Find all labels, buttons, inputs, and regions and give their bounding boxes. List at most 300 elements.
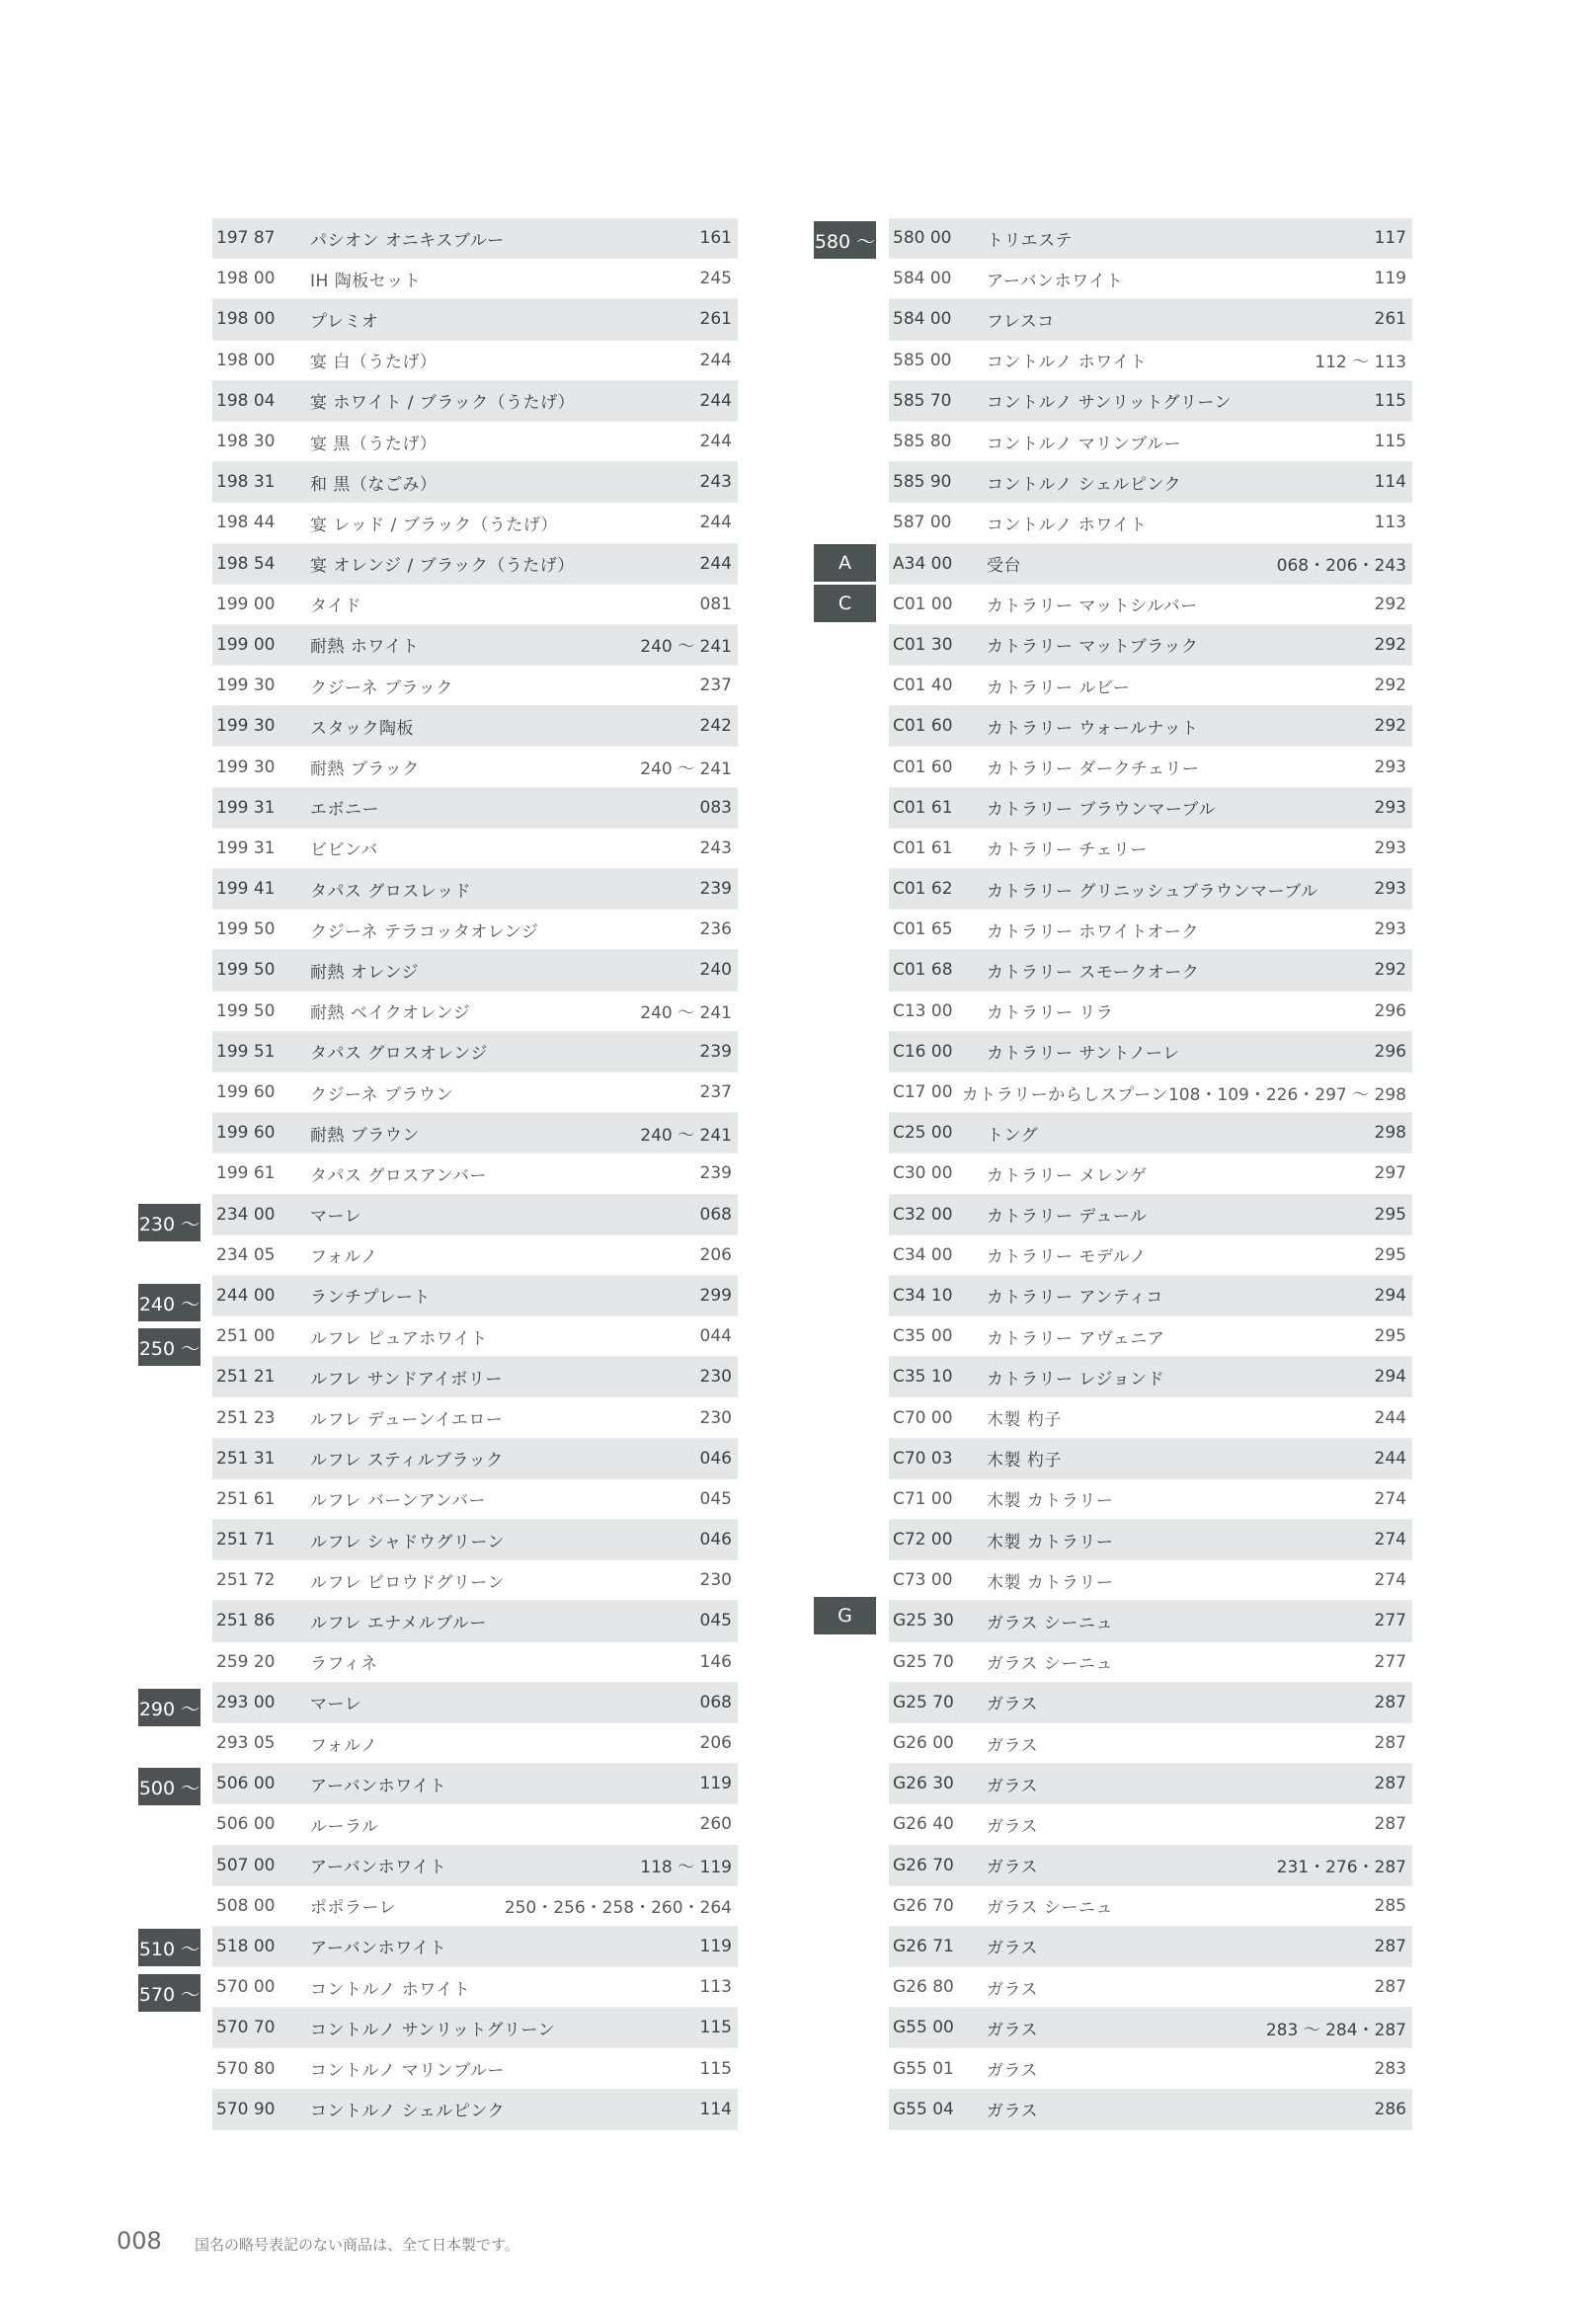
page-reference: 236: [699, 919, 732, 940]
page-reference: 277: [1374, 1611, 1406, 1631]
product-name: カトラリー マットシルバー: [987, 597, 1198, 617]
index-row: [212, 2008, 738, 2048]
page-reference: 299: [699, 1285, 732, 1306]
page-reference: 230: [699, 1367, 732, 1388]
index-row: [889, 666, 1412, 706]
index-row: [212, 1479, 738, 1520]
page-reference: 114: [699, 2099, 732, 2119]
product-code: C01 65: [893, 919, 953, 940]
product-code: C01 61: [893, 837, 953, 858]
page-reference: 237: [699, 1082, 732, 1103]
index-row: [889, 910, 1412, 950]
product-name: ルーラル: [310, 1816, 379, 1837]
product-code: C01 60: [893, 756, 953, 777]
index-column-left: [212, 218, 738, 2130]
product-code: 199 31: [216, 837, 276, 858]
index-row: [212, 1764, 738, 1804]
product-code: C72 00: [893, 1530, 953, 1551]
section-tab: 580 〜: [814, 221, 876, 259]
page-reference: 287: [1374, 1977, 1406, 1998]
index-row: [212, 1560, 738, 1601]
index-row: [889, 1764, 1412, 1804]
product-name: カトラリー モデルノ: [987, 1247, 1147, 1268]
page-reference: 260: [699, 1814, 732, 1835]
index-row: [889, 2090, 1412, 2130]
page-reference: 230: [699, 1570, 732, 1591]
product-code: C73 00: [893, 1570, 953, 1591]
index-row: [889, 1397, 1412, 1438]
product-code: 197 87: [216, 228, 276, 249]
product-name: ガラス: [987, 1979, 1038, 2000]
section-tab: 250 〜: [138, 1328, 200, 1366]
product-code: 199 51: [216, 1041, 276, 1062]
product-code: 198 04: [216, 390, 276, 411]
product-name: 木製 杓子: [987, 1410, 1062, 1431]
page-reference: 294: [1374, 1367, 1406, 1388]
product-code: 199 50: [216, 1000, 276, 1021]
product-code: 251 00: [216, 1326, 276, 1347]
product-name: ルフレ シャドウグリーン: [310, 1532, 506, 1552]
page-reference: 118 〜 119: [640, 1858, 732, 1878]
product-code: 199 30: [216, 756, 276, 777]
product-name: カトラリー リラ: [987, 1003, 1114, 1024]
product-name: 木製 カトラリー: [987, 1532, 1114, 1552]
product-code: C70 03: [893, 1448, 953, 1469]
page-reference: 297: [1374, 1163, 1406, 1184]
product-code: 293 00: [216, 1692, 276, 1712]
index-row: [212, 1032, 738, 1073]
index-row: [889, 1154, 1412, 1194]
product-code: 199 50: [216, 919, 276, 940]
product-name: タパス グロスアンバー: [310, 1165, 487, 1186]
product-name: カトラリー サントノーレ: [987, 1044, 1180, 1065]
product-name: 宴 オレンジ / ブラック（うたげ）: [310, 556, 575, 577]
product-code: C17 00: [893, 1082, 953, 1103]
index-row: [212, 910, 738, 950]
product-code: G26 40: [893, 1814, 954, 1835]
product-code: 518 00: [216, 1936, 276, 1956]
product-code: 198 00: [216, 350, 276, 370]
index-row: [212, 747, 738, 787]
page-reference: 117: [1374, 228, 1406, 249]
section-tab: A: [814, 544, 876, 582]
product-code: 199 31: [216, 797, 276, 818]
product-code: C34 10: [893, 1285, 953, 1306]
product-name: 耐熱 ベイクオレンジ: [310, 1003, 471, 1024]
index-row: [889, 950, 1412, 991]
index-row: [212, 869, 738, 910]
product-code: 251 71: [216, 1530, 276, 1551]
product-name: パシオン オニキスブルー: [310, 230, 505, 251]
product-name: マーレ: [310, 1695, 362, 1715]
product-name: 受台: [987, 556, 1021, 577]
index-row: [212, 992, 738, 1032]
page-reference: 287: [1374, 1814, 1406, 1835]
index-row: [212, 2090, 738, 2130]
index-row: [212, 666, 738, 706]
product-code: 570 70: [216, 2018, 276, 2038]
product-code: G26 70: [893, 1895, 954, 1916]
index-row: [889, 218, 1412, 259]
product-name: アーバンホワイト: [310, 1858, 447, 1878]
index-row: [889, 625, 1412, 666]
product-name: ガラス: [987, 1776, 1038, 1796]
index-row: [889, 381, 1412, 422]
product-code: C01 68: [893, 960, 953, 981]
page-reference: 274: [1374, 1530, 1406, 1551]
page-reference: 286: [1374, 2099, 1406, 2119]
page-reference: 115: [1374, 390, 1406, 411]
page-reference: 068: [699, 1204, 732, 1225]
page-reference: 293: [1374, 919, 1406, 940]
index-row: [212, 1397, 738, 1438]
page-reference: 083: [699, 797, 732, 818]
index-row: [212, 1154, 738, 1194]
product-code: G26 00: [893, 1733, 954, 1754]
index-row: [889, 1967, 1412, 2008]
product-name: コントルノ ホワイト: [310, 1979, 471, 2000]
index-row: [212, 1073, 738, 1113]
index-row: [889, 1642, 1412, 1683]
index-row: [212, 2048, 738, 2089]
page-reference: 293: [1374, 879, 1406, 900]
product-code: G26 71: [893, 1936, 954, 1956]
page-reference: 287: [1374, 1774, 1406, 1794]
product-code: 199 00: [216, 594, 276, 614]
index-row: [889, 299, 1412, 340]
index-row: [212, 1967, 738, 2008]
product-code: 570 80: [216, 2058, 276, 2079]
index-row: [889, 341, 1412, 381]
page-reference: 108・109・226・297 〜 298: [1167, 1084, 1406, 1105]
page-reference: 287: [1374, 1692, 1406, 1712]
product-name: カトラリー ウォールナット: [987, 718, 1199, 739]
index-row: [889, 1357, 1412, 1397]
product-name: コントルノ シェルピンク: [987, 474, 1182, 495]
product-name: プレミオ: [310, 311, 379, 332]
product-code: 585 00: [893, 350, 952, 370]
page-reference: 239: [699, 1041, 732, 1062]
product-name: アーバンホワイト: [987, 271, 1124, 291]
product-name: カトラリー レジョンド: [987, 1369, 1165, 1390]
page-reference: 243: [699, 837, 732, 858]
index-row: [212, 829, 738, 869]
product-name: カトラリー アヴェニア: [987, 1328, 1165, 1349]
product-name: ポポラーレ: [310, 1898, 397, 1919]
index-row: [889, 829, 1412, 869]
page-reference: 045: [699, 1488, 732, 1509]
product-code: 587 00: [893, 513, 952, 533]
product-code: 199 00: [216, 634, 276, 655]
product-code: 199 41: [216, 879, 276, 900]
product-code: C16 00: [893, 1041, 953, 1062]
product-name: ルフレ スティルブラック: [310, 1451, 504, 1472]
page-reference: 046: [699, 1448, 732, 1469]
product-name: ガラス: [987, 1816, 1038, 1837]
page-reference: 115: [699, 2018, 732, 2038]
product-code: C34 00: [893, 1244, 953, 1265]
product-name: ランチプレート: [310, 1288, 431, 1309]
index-row: [212, 706, 738, 747]
index-row: [212, 341, 738, 381]
index-row: [212, 422, 738, 462]
section-tab: 570 〜: [138, 1974, 200, 2012]
product-code: C01 62: [893, 879, 953, 900]
page-reference: 293: [1374, 837, 1406, 858]
index-row: [889, 1683, 1412, 1723]
product-code: 251 23: [216, 1407, 276, 1428]
product-code: 507 00: [216, 1855, 276, 1875]
product-name: ガラス: [987, 1939, 1038, 1959]
product-code: 584 00: [893, 269, 952, 289]
index-row: [212, 1723, 738, 1764]
page-reference: 295: [1374, 1326, 1406, 1347]
product-name: クジーネ テラコッタオレンジ: [310, 921, 539, 942]
page-reference: 274: [1374, 1488, 1406, 1509]
section-tab: 290 〜: [138, 1689, 200, 1726]
index-row: [889, 1520, 1412, 1560]
product-code: C01 00: [893, 594, 953, 614]
section-tab: 500 〜: [138, 1768, 200, 1805]
product-name: 木製 杓子: [987, 1451, 1062, 1472]
product-code: 580 00: [893, 228, 952, 249]
product-name: アーバンホワイト: [310, 1776, 447, 1796]
page-reference: 244: [699, 350, 732, 370]
page-reference: 244: [699, 553, 732, 574]
product-code: C35 00: [893, 1326, 953, 1347]
product-name: コントルノ ホワイト: [987, 515, 1148, 535]
product-name: タイド: [310, 597, 362, 617]
page-reference: 294: [1374, 1285, 1406, 1306]
product-name: ガラス: [987, 2102, 1038, 2122]
product-name: 宴 ホワイト / ブラック（うたげ）: [310, 393, 576, 414]
index-row: [889, 462, 1412, 503]
index-row: [212, 788, 738, 829]
page-reference: 044: [699, 1326, 732, 1347]
index-row: [889, 503, 1412, 543]
product-name: コントルノ サンリットグリーン: [310, 2020, 556, 2040]
product-name: ガラス: [987, 2061, 1038, 2082]
product-code: 198 00: [216, 309, 276, 330]
page-reference: 161: [699, 228, 732, 249]
page-reference: 113: [699, 1977, 732, 1998]
page-reference: 119: [1374, 269, 1406, 289]
index-row: [212, 544, 738, 585]
product-code: 199 61: [216, 1163, 276, 1184]
index-row: [889, 544, 1412, 585]
product-name: 耐熱 オレンジ: [310, 962, 420, 983]
product-code: C01 40: [893, 676, 953, 696]
page-reference: 240 〜 241: [640, 1125, 732, 1146]
product-code: G25 70: [893, 1651, 954, 1672]
product-name: コントルノ サンリットグリーン: [987, 393, 1233, 414]
product-code: 585 70: [893, 390, 952, 411]
product-name: カトラリー スモークオーク: [987, 962, 1200, 983]
index-row: [889, 1195, 1412, 1235]
product-name: 耐熱 ブラック: [310, 759, 420, 780]
section-tab: G: [814, 1597, 876, 1634]
index-row: [889, 869, 1412, 910]
index-row: [889, 1073, 1412, 1113]
product-name: カトラリー チェリー: [987, 840, 1148, 861]
product-name: ガラス: [987, 2020, 1038, 2040]
index-row: [212, 299, 738, 340]
product-code: 506 00: [216, 1774, 276, 1794]
page-reference: 068・206・243: [1276, 556, 1406, 577]
product-code: C35 10: [893, 1367, 953, 1388]
product-code: C01 30: [893, 634, 953, 655]
product-name: カトラリー ルビー: [987, 677, 1131, 698]
product-code: G26 30: [893, 1774, 954, 1794]
product-name: カトラリー アンティコ: [987, 1288, 1163, 1309]
page-reference: 296: [1374, 1041, 1406, 1062]
index-row: [889, 1927, 1412, 1967]
page-reference: 243: [699, 472, 732, 493]
index-row: [889, 585, 1412, 625]
index-row: [889, 1439, 1412, 1479]
product-name: スタック陶板: [310, 718, 414, 739]
product-code: A34 00: [893, 553, 953, 574]
page-reference: 237: [699, 676, 732, 696]
index-row: [212, 1601, 738, 1641]
product-code: 198 31: [216, 472, 276, 493]
index-row: [889, 1886, 1412, 1927]
product-name: フォルノ: [310, 1247, 378, 1268]
page-reference: 240 〜 241: [640, 1003, 732, 1024]
product-code: C01 61: [893, 797, 953, 818]
product-name: ガラス: [987, 1858, 1038, 1878]
index-row: [212, 1683, 738, 1723]
product-code: C71 00: [893, 1488, 953, 1509]
product-code: 508 00: [216, 1895, 276, 1916]
product-code: 506 00: [216, 1814, 276, 1835]
index-row: [889, 706, 1412, 747]
section-tab: 240 〜: [138, 1284, 200, 1321]
product-name: ガラス シーニュ: [987, 1898, 1113, 1919]
index-row: [889, 1723, 1412, 1764]
index-row: [212, 218, 738, 259]
product-name: トング: [987, 1125, 1039, 1146]
index-row: [212, 503, 738, 543]
index-row: [889, 422, 1412, 462]
page-reference: 261: [699, 309, 732, 330]
product-name: カトラリー デュール: [987, 1207, 1148, 1228]
page-reference: 292: [1374, 716, 1406, 737]
page-reference: 115: [1374, 432, 1406, 452]
product-code: 234 00: [216, 1204, 276, 1225]
product-name: ルフレ ビロウドグリーン: [310, 1572, 506, 1593]
product-name: カトラリー マットブラック: [987, 637, 1199, 658]
product-name: ラフィネ: [310, 1654, 378, 1675]
page-reference: 081: [699, 594, 732, 614]
product-code: 198 44: [216, 513, 276, 533]
index-row: [212, 259, 738, 299]
product-name: カトラリー ブラウンマーブル: [987, 800, 1216, 821]
product-code: 199 60: [216, 1123, 276, 1144]
product-name: コントルノ シェルピンク: [310, 2102, 506, 2122]
page-reference: 292: [1374, 634, 1406, 655]
page-reference: 244: [699, 513, 732, 533]
index-row: [889, 1276, 1412, 1316]
page-reference: 244: [1374, 1407, 1406, 1428]
product-name: カトラリー グリニッシュブラウンマーブル: [987, 881, 1318, 902]
product-code: 251 31: [216, 1448, 276, 1469]
page-reference: 240 〜 241: [640, 759, 732, 780]
page-reference: 231・276・287: [1276, 1858, 1406, 1878]
page-reference: 245: [699, 269, 732, 289]
product-code: 259 20: [216, 1651, 276, 1672]
product-code: G55 00: [893, 2018, 954, 2038]
product-name: コントルノ マリンブルー: [987, 434, 1182, 454]
page-number: 008: [117, 2227, 162, 2255]
product-name: ルフレ バーンアンバー: [310, 1491, 487, 1512]
page-reference: 250・256・258・260・264: [504, 1898, 732, 1919]
page-reference: 146: [699, 1651, 732, 1672]
product-code: G25 70: [893, 1692, 954, 1712]
product-name: トリエステ: [987, 230, 1073, 251]
product-code: C13 00: [893, 1000, 953, 1021]
product-name: コントルノ マリンブルー: [310, 2061, 506, 2082]
product-code: 198 30: [216, 432, 276, 452]
product-code: 199 30: [216, 716, 276, 737]
page-reference: 244: [699, 390, 732, 411]
product-code: 251 86: [216, 1611, 276, 1631]
page-reference: 285: [1374, 1895, 1406, 1916]
index-row: [212, 1886, 738, 1927]
product-name: ガラス: [987, 1735, 1038, 1756]
index-row: [212, 585, 738, 625]
page-reference: 244: [699, 432, 732, 452]
page-reference: 045: [699, 1611, 732, 1631]
page-reference: 115: [699, 2058, 732, 2079]
index-row: [889, 259, 1412, 299]
product-code: G25 30: [893, 1611, 954, 1631]
index-row: [212, 462, 738, 503]
product-name: アーバンホワイト: [310, 1939, 447, 1959]
product-name: 木製 カトラリー: [987, 1572, 1114, 1593]
product-name: 木製 カトラリー: [987, 1491, 1114, 1512]
page-reference: 244: [1374, 1448, 1406, 1469]
page-reference: 295: [1374, 1204, 1406, 1225]
index-row: [889, 788, 1412, 829]
index-row: [212, 1113, 738, 1154]
product-name: ルフレ サンドアイボリー: [310, 1369, 503, 1390]
page-reference: 112 〜 113: [1315, 353, 1406, 373]
product-name: マーレ: [310, 1207, 362, 1228]
index-row: [212, 1927, 738, 1967]
page-reference: 274: [1374, 1570, 1406, 1591]
product-name: カトラリーからしスプーン: [961, 1084, 1168, 1105]
product-code: C01 60: [893, 716, 953, 737]
product-code: 570 00: [216, 1977, 276, 1998]
page-reference: 242: [699, 716, 732, 737]
page-reference: 293: [1374, 797, 1406, 818]
product-name: 耐熱 ホワイト: [310, 637, 420, 658]
page-reference: 206: [699, 1733, 732, 1754]
product-code: 234 05: [216, 1244, 276, 1265]
product-name: ルフレ ピュアホワイト: [310, 1328, 488, 1349]
product-code: 293 05: [216, 1733, 276, 1754]
page-reference: 295: [1374, 1244, 1406, 1265]
page-reference: 206: [699, 1244, 732, 1265]
page-reference: 119: [699, 1936, 732, 1956]
page-reference: 292: [1374, 676, 1406, 696]
section-tab: C: [814, 585, 876, 622]
index-row: [212, 625, 738, 666]
index-row: [212, 950, 738, 991]
index-row: [212, 1520, 738, 1560]
page-reference: 046: [699, 1530, 732, 1551]
